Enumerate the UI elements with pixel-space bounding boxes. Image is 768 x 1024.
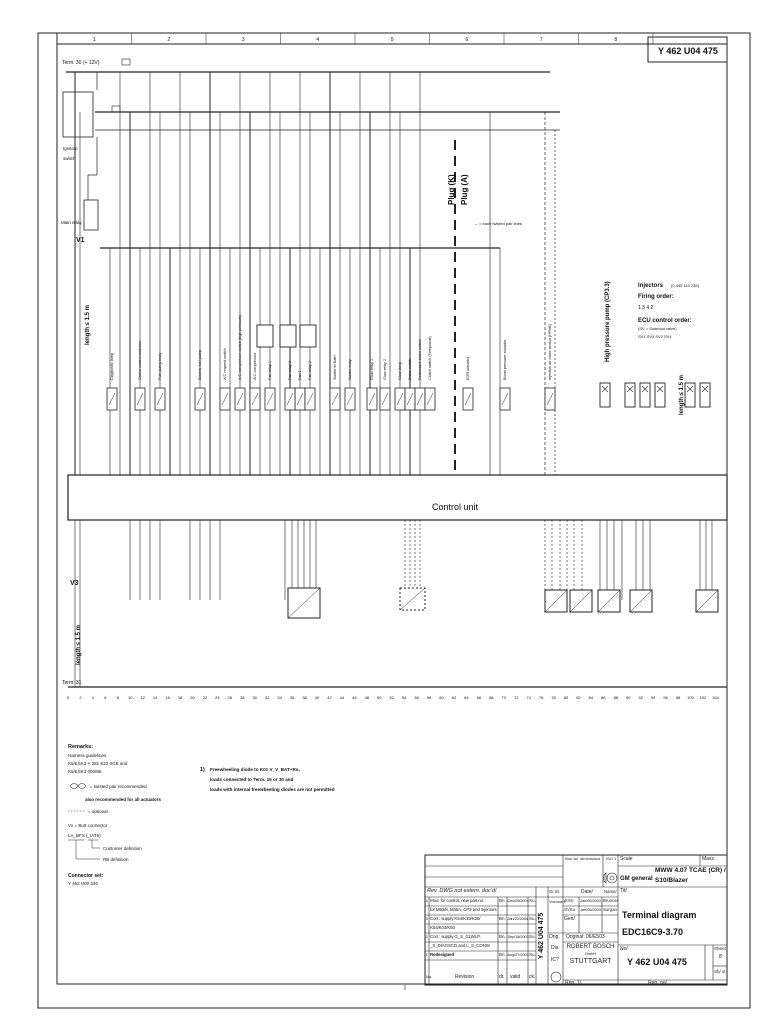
orig-label: Orig.	[549, 934, 560, 940]
dr-row-date: Jan/06/2003	[580, 898, 601, 903]
component-label: Fuel pump relay	[158, 352, 162, 380]
wiring	[63, 59, 727, 687]
remarks-title: Remarks:	[68, 744, 94, 750]
terminal-number: 8	[116, 695, 119, 700]
terminal-number: 78	[551, 695, 556, 700]
terminal-number: 70	[501, 695, 506, 700]
term30-label: Term. 30 (+ 12V)	[62, 60, 100, 66]
column-number: 8	[614, 37, 618, 43]
terminal-number: 80	[563, 695, 569, 700]
revision-no: 1	[425, 952, 428, 957]
terminal-number: 64	[464, 695, 469, 700]
injector-symbol	[655, 383, 665, 407]
components	[107, 314, 718, 618]
terminal-number: 84	[588, 695, 594, 700]
column-number: 1	[92, 37, 96, 43]
twisted-note: ↔ = each twisted pair lines	[474, 221, 522, 226]
terminal-number: 94	[650, 695, 656, 700]
terminal-number: 66	[476, 695, 482, 700]
connector-set-title: Connector set:	[68, 873, 104, 879]
plug-a-label: Plug (A)	[460, 174, 469, 205]
terminal-number: 92	[638, 695, 643, 700]
iso-label: ISO 1	[606, 856, 617, 861]
hp-pump-label: High pressure pump (CP3.3)	[605, 281, 611, 362]
terminal-number: 42	[327, 695, 332, 700]
fan-relay	[257, 325, 273, 347]
dr-row-name: Brunner	[603, 898, 619, 903]
component-label: Starter relay	[348, 359, 352, 380]
date-header: Date/	[581, 889, 593, 895]
terminal-number: 68	[489, 695, 494, 700]
v1-label: V1	[76, 237, 85, 244]
remarks-line: Harness guidelines	[68, 753, 107, 758]
ch-row-key: ch/Su.	[564, 907, 577, 912]
remarks-line: K5/ESK3 000/86.	[68, 769, 103, 774]
length-limit-3: length ≤ 1.5 m	[679, 375, 685, 415]
revision-ck: Su.	[529, 898, 536, 903]
revision-valid: Jan/22/2004	[507, 916, 528, 921]
length-limit-2: length ≤ 1.5 m	[76, 625, 82, 665]
fuse	[122, 59, 130, 65]
customer-def: Customer definition	[103, 846, 142, 851]
terminal-number: 26	[227, 695, 233, 700]
rep-1: Rep. 1/	[565, 980, 582, 986]
v3-label: V3	[70, 580, 79, 587]
sheet-number: 8	[719, 954, 722, 960]
drawing-title: Terminal diagram	[622, 910, 697, 920]
injector-info	[638, 283, 700, 339]
customer-label: GM general	[620, 876, 653, 882]
component-label: Fan 1	[298, 370, 302, 380]
revision-dr: Bn.	[499, 952, 506, 957]
terminal-number: 28	[240, 695, 245, 700]
product-line-1: MWW 4.07 TCAE (CR) /	[655, 867, 726, 874]
terminal-number: 74	[526, 695, 531, 700]
component-label: Diagnostic lamp	[110, 352, 114, 380]
terminal-number: 10	[128, 695, 133, 700]
terminal-number: 34	[277, 695, 282, 700]
injector-symbol	[640, 383, 650, 407]
title-block-grid	[405, 855, 727, 990]
drawing-number: Y 462 U04 475	[627, 957, 687, 967]
terminal-number: 54	[401, 695, 407, 700]
terminal-numbers	[67, 695, 720, 700]
terminal-number: 30	[252, 695, 257, 700]
terminal-number: 102	[699, 695, 707, 700]
no-label: No/	[620, 946, 628, 952]
terminal-number: 100	[687, 695, 694, 700]
example-text: LA_BFS (_IAT5)	[68, 833, 101, 838]
dis-label: Dis.	[551, 945, 560, 951]
rev-col-revision: Revision	[455, 974, 475, 980]
terminal-number: 98	[675, 695, 681, 700]
twisted-text: = twisted pair recommended	[90, 784, 147, 789]
terminal-number: 60	[439, 695, 444, 700]
injectors-title: Injectors	[638, 283, 664, 289]
company-city: STUTTGART	[569, 958, 612, 965]
ch-row-date: Jan/06/2003	[580, 907, 601, 912]
rb-def: RB definition	[103, 857, 129, 862]
injector-symbol	[685, 383, 695, 407]
length-limit-1: length ≤ 1.5 m	[85, 305, 91, 345]
terminal-number: 90	[626, 695, 631, 700]
plug-k-label: Plug (K)	[447, 174, 456, 205]
revision-text: Corr.: supply K54/K19/K20/	[430, 916, 481, 921]
column-number: 5	[390, 37, 394, 43]
revision-no: 3	[425, 916, 428, 921]
component-label: Injection air mass sensor (HFM6)	[548, 324, 552, 380]
rev-col-valid: valid	[510, 974, 521, 980]
main-relay-label: Main relay	[61, 220, 82, 225]
revision-ck: Su.	[529, 934, 536, 939]
revision-ck: Su.	[529, 952, 536, 957]
connector-set: Y 462 U00 330	[68, 881, 98, 886]
component-label: Starter to Batt+	[333, 354, 337, 380]
rev-col-ck: ck.	[529, 974, 536, 980]
injector-symbol	[600, 383, 610, 407]
drawing-subtitle: EDC16C9-3.70	[622, 927, 684, 937]
revision-valid: Aug/27/2003	[507, 952, 529, 957]
terminal-number: 56	[414, 695, 419, 700]
terminal-number: 20	[190, 695, 195, 700]
mass-label: Mass	[702, 856, 714, 862]
term31-label: Term. 31	[62, 680, 82, 686]
vx-text: Vx = Butt connector	[68, 823, 108, 828]
terminal-number: 46	[352, 695, 357, 700]
terminal-number: 36	[289, 695, 295, 700]
scale-label: Scale	[620, 856, 633, 862]
ignition-label-2: switch	[63, 156, 76, 161]
injector-symbol	[700, 383, 710, 407]
component-label: Fan relay 1	[268, 361, 272, 380]
rev-header: Rev. DWG not extern. doc'd/	[427, 888, 497, 894]
terminal-number: 16	[165, 695, 170, 700]
firing-order: 1 3 4 2	[638, 305, 654, 311]
component-label: Glow relay 2	[383, 358, 387, 380]
column-number: 6	[465, 37, 469, 43]
fan-relay	[300, 325, 316, 347]
terminal-number: 58	[426, 695, 432, 700]
ecu-order-label: ECU control order:	[638, 318, 692, 324]
revision-dr: Bn.	[499, 898, 506, 903]
company-form: GmbH	[584, 951, 597, 956]
terminal-number: 6	[104, 695, 107, 700]
revision-no: 4	[425, 898, 428, 903]
terminal-number: 2	[79, 695, 82, 700]
terminal-number: 44	[339, 695, 345, 700]
non-tol-dimensions: Non-tol. dimensions	[565, 856, 601, 861]
terminal-number: 72	[513, 695, 519, 700]
name-header: Name/	[604, 889, 617, 894]
component-label: Brake switch	[408, 358, 412, 380]
sheet-label: Sheet	[714, 946, 726, 951]
ignition-switch	[63, 92, 93, 137]
footnote-line: loads connected to Term. 15 or 30 and	[210, 777, 294, 782]
terminal-number: 0	[66, 695, 70, 700]
revision-text: Redesigned	[430, 952, 455, 957]
column-ruler	[93, 33, 653, 44]
remarks	[68, 744, 162, 886]
terminal-number: 4	[91, 695, 95, 700]
terminal-number: 82	[576, 695, 581, 700]
grst-label: Gr.St.	[549, 889, 560, 894]
component-label: Boost pressure actuator	[503, 339, 507, 380]
fuse	[112, 106, 120, 112]
optional-text: = optional	[88, 809, 108, 814]
dr-row-key: dr/Gr.	[564, 898, 575, 903]
footnote-line: loads with internal freewheeling diodes are not permitted	[210, 787, 335, 792]
column-number: 7	[539, 37, 543, 43]
firing-order-label: Firing order:	[638, 294, 674, 300]
remarks-line: K5/ESK3 Y 281 E22 0GE and	[68, 761, 128, 766]
component-label: A/C compressor switch (high pressure)	[238, 314, 242, 380]
rep-no: Rep. no/	[648, 980, 667, 986]
component-label: Glow relay 1	[370, 358, 374, 380]
terminal-number: 14	[152, 695, 158, 700]
terminal-number: 40	[314, 695, 320, 700]
component-label: A/C request switch	[223, 348, 227, 380]
revision-valid: Dec/09/2004	[507, 898, 529, 903]
ecu-order-note: (SV = Solenoid valve)	[638, 326, 677, 331]
ignition-label-1: Ignition	[63, 146, 78, 151]
revision-text: _S_DIAGSCD and L_S_CONW	[430, 943, 490, 948]
component-label: Redundant brake switch	[418, 339, 422, 380]
product-line-2: S10/Blazer	[655, 877, 688, 884]
terminal-number: 52	[389, 695, 394, 700]
twisted-pair-icon	[70, 784, 86, 789]
revision-text: Corr.: supply G_S_GLWLP,	[430, 934, 481, 939]
revision-dr: Bn.	[499, 934, 506, 939]
ecu-order: SV1 SV3 SV2 SV4	[638, 334, 672, 339]
injector-symbol	[625, 383, 635, 407]
terminal-number: 50	[377, 695, 382, 700]
footnote-mark: 1)	[200, 767, 205, 773]
component-label: Fan relay 3	[288, 361, 292, 380]
injectors-part: (0 445 110 235)	[671, 283, 699, 288]
drawing-number-top: Y 462 U04 475	[658, 46, 718, 56]
drawing-number-vertical: Y 462 U04 475	[538, 912, 545, 960]
terminal-number: 22	[202, 695, 208, 700]
terminal-number: 96	[663, 695, 668, 700]
footnote-line: Freewheeling diode to K01 V_V_BAT+Ro,	[210, 767, 300, 772]
control-unit-box	[68, 475, 727, 520]
tit-label: Tit/	[620, 888, 627, 894]
ic-label: IC?	[551, 957, 559, 963]
column-number: 2	[167, 37, 171, 43]
column-number: 4	[316, 37, 320, 43]
terminal-number: 104	[712, 695, 719, 700]
gen-label: Gen/	[564, 916, 575, 922]
terminal-number: 38	[302, 695, 307, 700]
twisted-text-2: also recommended for all actuators	[85, 797, 162, 802]
revision-dr: Bn.	[499, 916, 506, 921]
terminal-number: 24	[215, 695, 220, 700]
rev-col-dr: dr.	[499, 974, 505, 980]
component-label: Electric fuel pump	[198, 349, 202, 380]
terminal-number: 18	[177, 695, 183, 700]
revision-ck: Su.	[529, 916, 536, 921]
original-label: Original: 06/E503	[566, 934, 605, 940]
rev-col-no: No.	[426, 974, 433, 979]
revision-valid: Sep/18/2003	[507, 934, 529, 939]
terminal-number: 62	[451, 695, 457, 700]
ch-row-name: Surgan	[603, 907, 617, 912]
volumen-label: Volumen	[549, 899, 565, 904]
revision-text: for M53/8, M35A, CP3 and Injectors	[430, 907, 497, 912]
footnote	[200, 767, 335, 792]
revision-no: 2	[425, 934, 428, 939]
terminal-number: 48	[364, 695, 370, 700]
component-label: A/C compressor	[253, 352, 257, 380]
column-number: 3	[241, 37, 245, 43]
company-name: ROBERT BOSCH	[566, 944, 615, 950]
terminal-number: 88	[613, 695, 619, 700]
main-relay	[84, 200, 98, 230]
revision-text: Mod. for control, new part.no.	[430, 898, 485, 903]
terminal-number: 76	[538, 695, 544, 700]
component-label: Cruise control switches	[138, 340, 142, 380]
component-label: EGR actuator	[466, 356, 470, 380]
component-label: Fan relay 2	[308, 361, 312, 380]
control-unit-label: Control unit	[431, 502, 479, 512]
fan-relay	[280, 325, 296, 347]
terminal-number: 86	[601, 695, 606, 700]
sheets-label: Sh/ si	[714, 969, 726, 974]
revision-text: K54/K03/K93	[430, 925, 455, 930]
component-label: Clutch switch (Tempomat)	[428, 336, 432, 380]
component-label: Glow lamp	[398, 362, 402, 380]
terminal-number: 32	[264, 695, 270, 700]
terminal-number: 12	[140, 695, 145, 700]
